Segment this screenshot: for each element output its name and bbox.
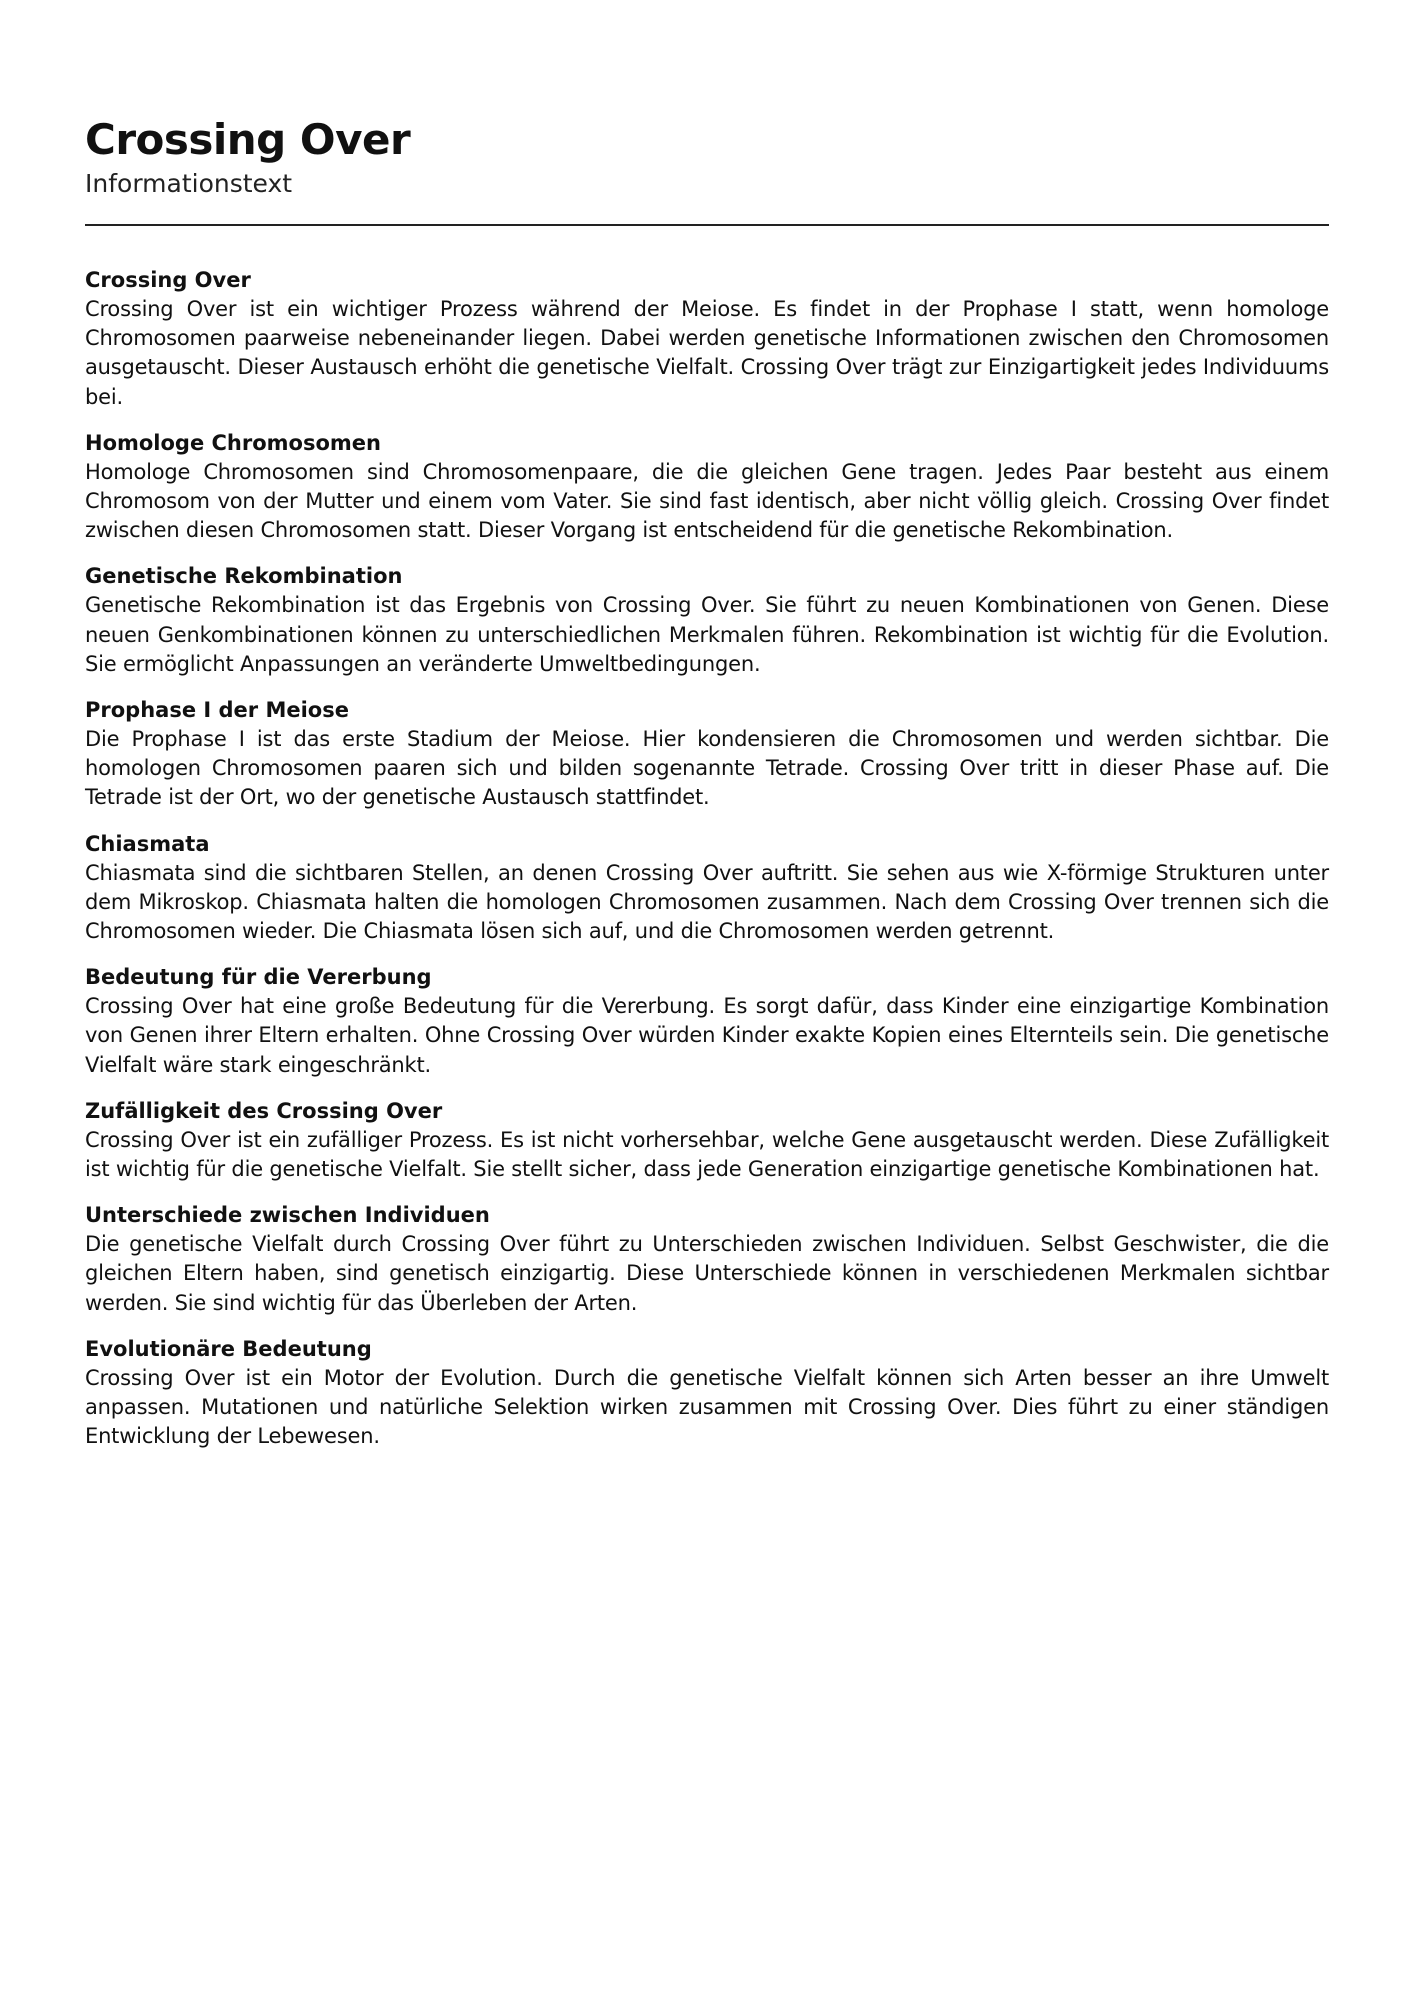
section-heading: Unterschiede zwischen Individuen — [85, 1203, 490, 1228]
section-body: Genetische Rekombination ist das Ergebnis von Crossing Over. Sie führt zu neuen Kombinationen von Genen. Diese neuen Genkombinationen können zu unterschiedlichen Merkmalen führen. Rekombination ist wichtig für die Evolution. Sie ermöglicht Anpassungen an veränderte Umweltbedingungen. — [85, 593, 1329, 676]
section-prophase-i — [85, 696, 1329, 813]
section-body: Die Prophase I ist das erste Stadium der Meiose. Hier kondensieren die Chromosomen und werden sichtbar. Die homologen Chromosomen paaren sich und bilden sogenannte Tetrade. Crossing Over tritt in dieser Phase auf. Die Tetrade ist der Ort, wo der genetische Austausch stattfindet. — [85, 727, 1329, 810]
document-subtitle: Informationstext — [85, 169, 293, 198]
section-heading: Genetische Rekombination — [85, 564, 403, 589]
section-crossing-over — [85, 266, 1329, 412]
section-body: Crossing Over ist ein zufälliger Prozess. Es ist nicht vorhersehbar, welche Gene ausgetauscht werden. Diese Zufälligkeit ist wichtig für die genetische Vielfalt. Sie stellt sicher, dass jede Generation einzigartige genetische Kombinationen hat. — [85, 1127, 1329, 1182]
section-zufaelligkeit — [85, 1097, 1329, 1184]
section-evolutionaere-bedeutung — [85, 1335, 1329, 1452]
section-unterschiede-individuen — [85, 1201, 1329, 1318]
document-page — [85, 112, 1329, 1468]
section-heading: Zufälligkeit des Crossing Over — [85, 1098, 443, 1123]
section-heading: Crossing Over — [85, 268, 251, 292]
section-genetische-rekombination — [85, 562, 1329, 679]
header-divider — [85, 224, 1329, 226]
section-heading: Chiasmata — [85, 831, 210, 856]
document-content — [85, 266, 1329, 1451]
document-title: Crossing Over — [85, 115, 411, 164]
section-body: Die genetische Vielfalt durch Crossing Over führt zu Unterschieden zwischen Individuen. Selbst Geschwister, die die gleichen Eltern haben, sind genetisch einzigartig. Diese Unterschiede können in verschiedenen Merkmalen sichtbar werden. Sie sind wichtig für das Überleben der Arten. — [85, 1232, 1329, 1315]
section-heading: Prophase I der Meiose — [85, 698, 349, 723]
section-chiasmata — [85, 830, 1329, 947]
section-body: Crossing Over ist ein wichtiger Prozess während der Meiose. Es findet in der Prophase I statt, wenn homologe Chromosomen paarweise nebeneinander liegen. Dabei werden genetische Informationen zwischen den Chromosomen ausgetauscht. Dieser Austausch erhöht die genetische Vielfalt. Crossing Over trägt zur Einzigartigkeit jedes Individuums bei. — [85, 297, 1329, 409]
section-body: Crossing Over hat eine große Bedeutung für die Vererbung. Es sorgt dafür, dass Kinder eine einzigartige Kombination von Genen ihrer Eltern erhalten. Ohne Crossing Over würden Kinder exakte Kopien eines Elternteils sein. Die genetische Vielfalt wäre stark eingeschränkt. — [85, 994, 1329, 1077]
section-homologe-chromosomen — [85, 429, 1329, 546]
section-heading: Homologe Chromosomen — [85, 430, 381, 455]
section-heading: Evolutionäre Bedeutung — [85, 1336, 372, 1361]
section-body: Homologe Chromosomen sind Chromosomenpaare, die die gleichen Gene tragen. Jedes Paar besteht aus einem Chromosom von der Mutter und einem vom Vater. Sie sind fast identisch, aber nicht völlig gleich. Crossing Over findet zwischen diesen Chromosomen statt. Dieser Vorgang ist entscheidend für die genetische Rekombination. — [85, 459, 1329, 543]
section-heading: Bedeutung für die Vererbung — [85, 965, 432, 990]
section-body: Chiasmata sind die sichtbaren Stellen, an denen Crossing Over auftritt. Sie sehen aus wie X-förmige Strukturen unter dem Mikroskop. Chiasmata halten die homologen Chromosomen zusammen. Nach dem Crossing Over trennen sich die Chromosomen wieder. Die Chiasmata lösen sich auf, und die Chromosomen werden getrennt. — [85, 860, 1329, 944]
section-body: Crossing Over ist ein Motor der Evolution. Durch die genetische Vielfalt können sich Arten besser an ihre Umwelt anpassen. Mutationen und natürliche Selektion wirken zusammen mit Crossing Over. Dies führt zu einer ständigen Entwicklung der Lebewesen. — [85, 1365, 1329, 1449]
section-bedeutung-vererbung — [85, 963, 1329, 1080]
